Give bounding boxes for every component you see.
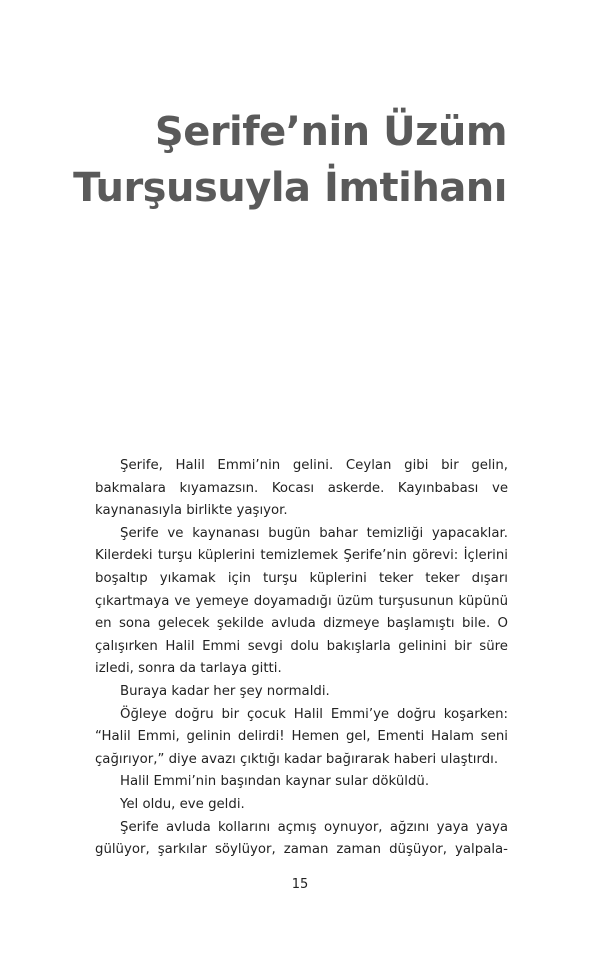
paragraph-2: Şerife ve kaynanası bugün bahar temizliği yapacaklar. Kilerdeki turşu küplerini temizlemek Şerife’nin görevi: İçlerini boşaltıp yıkamak için turşu küplerini teker teker dışarı çıkartmaya ve yemeye doyamadığı üzüm turşusunun küpünü en sona gelecek şekilde avluda dizmeye başlamıştı bile. O çalışırken Halil Emmi sevgi dolu bakışlarla gelinini bir süre izledi, sonra da tarlaya gitti. — [95, 525, 508, 677]
paragraph-7: Şerife avluda kollarını açmış oynuyor, ağzını yaya yaya gülüyor, şarkılar söylüyor, zaman zaman düşüyor, yalpala- — [95, 819, 508, 858]
chapter-title — [67, 104, 507, 216]
chapter-title-line-1: Şerife’nin Üzüm — [154, 109, 507, 155]
chapter-title-line-2: Turşusuyla İmtihanı — [73, 165, 507, 211]
paragraph-3: Buraya kadar her şey normaldi. — [120, 683, 330, 699]
paragraph-4: Öğleye doğru bir çocuk Halil Emmi’ye doğru koşarken: “Halil Emmi, gelinin delirdi! Hemen gel, Ementi Halam seni çağırıyor,” diye avazı çıktığı kadar bağırarak haberi ulaştırdı. — [95, 706, 508, 767]
paragraph-5: Halil Emmi’nin başından kaynar sular döküldü. — [120, 774, 430, 790]
paragraph-1: Şerife, Halil Emmi’nin gelini. Ceylan gibi bir gelin, bakmalara kıyamazsın. Kocası askerde. Kayınbabası ve kaynanasıyla birlikte yaşıyor. — [95, 458, 508, 519]
page-number: 15 — [291, 877, 309, 892]
paragraph-6: Yel oldu, eve geldi. — [120, 796, 245, 812]
chapter-body — [95, 455, 508, 862]
